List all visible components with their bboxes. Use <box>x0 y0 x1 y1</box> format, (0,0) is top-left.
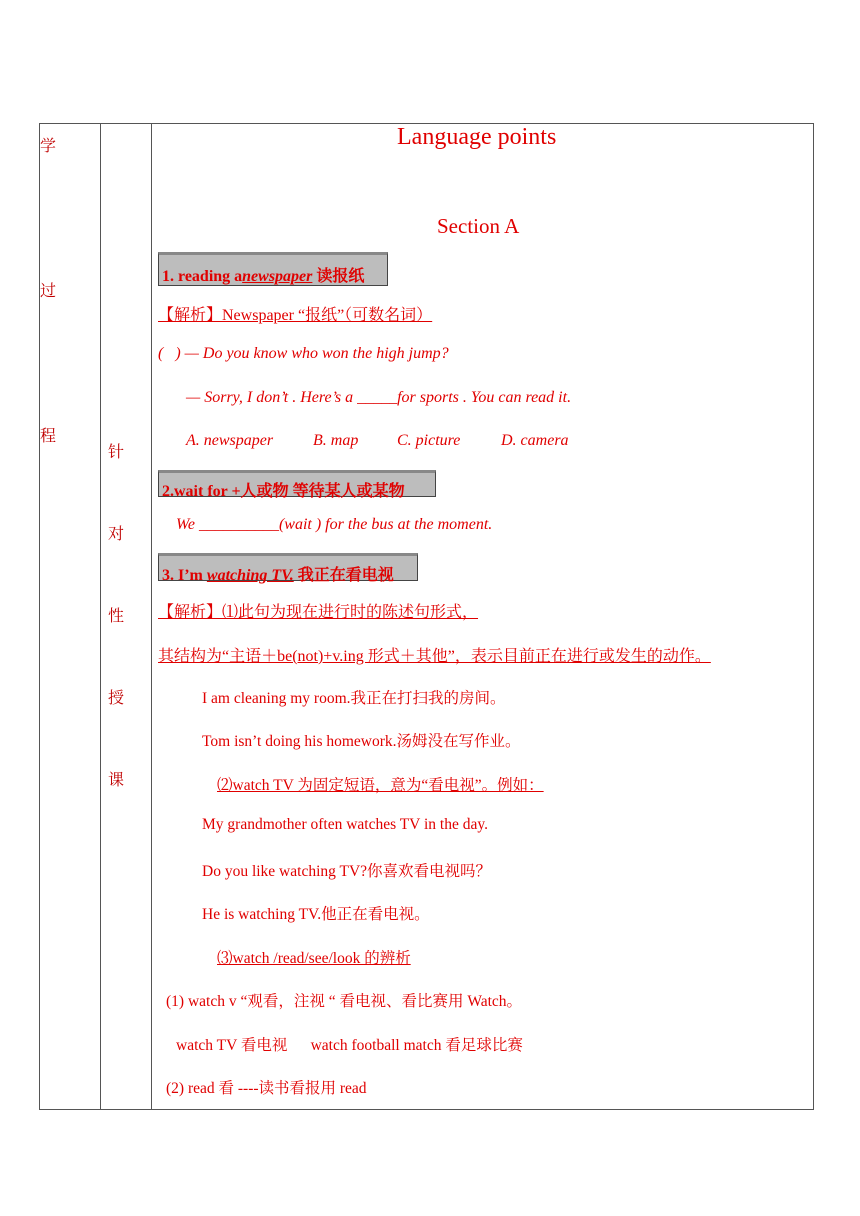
question-1-reply: — Sorry, I don’t . Here’s a _____for sports . You can read it. <box>186 389 572 406</box>
side-char-6: 性 <box>108 606 125 625</box>
definition-1-example: watch TV 看电视 watch football match 看足球比赛 <box>176 1037 523 1054</box>
side-char-7: 授 <box>108 688 125 707</box>
heading-3-suffix: 我正在看电视 <box>293 567 394 584</box>
note-3a: 【解析】⑴此句为现在进行时的陈述句形式， <box>158 604 479 621</box>
definition-1: (1) watch v “观看，注视 “ 看电视、看比赛用 Watch。 <box>166 993 523 1010</box>
example-3: My grandmother often watches TV in the day. <box>202 816 488 833</box>
section-title: Section A <box>437 214 520 238</box>
example-2: Tom isn’t doing his homework.汤姆没在写作业。 <box>202 733 521 750</box>
heading-2: 2.wait for +人或物 等待某人或某物 <box>158 470 436 497</box>
heading-3 <box>158 553 418 584</box>
definition-2: (2) read 看 ----读书看报用 read <box>166 1080 367 1097</box>
note-3b: 其结构为“主语＋be(not)+v.ing 形式＋其他”，表示目前正在进行或发生的动作。 <box>158 648 711 665</box>
example-5: He is watching TV.他正在看电视。 <box>202 906 430 923</box>
heading-3-prefix: 3. I’m <box>162 567 207 584</box>
note-3d: ⑶watch /read/see/look 的辨析 <box>217 950 411 967</box>
question-1: ( ) — Do you know who won the high jump? <box>158 345 449 362</box>
option-b: B. map <box>313 432 359 449</box>
page-title: Language points <box>397 124 557 150</box>
heading-3-word: watching TV. <box>206 567 294 584</box>
side-char-5: 对 <box>108 524 125 543</box>
example-4: Do you like watching TV?你喜欢看电视吗？ <box>202 863 492 880</box>
column-divider <box>100 124 101 1109</box>
side-char-3: 程 <box>40 426 57 445</box>
option-a: A. newspaper <box>186 432 274 449</box>
side-char-4: 针 <box>108 442 125 461</box>
option-c: C. picture <box>397 432 461 449</box>
side-char-2: 过 <box>40 281 57 300</box>
side-char-8: 课 <box>108 770 125 789</box>
heading-1-word: newspaper <box>242 268 313 285</box>
note-3c: ⑵watch TV 为固定短语，意为“看电视”。例如： <box>217 777 544 794</box>
option-d: D. camera <box>501 432 569 449</box>
example-1: I am cleaning my room.我正在打扫我的房间。 <box>202 690 506 707</box>
question-2: We __________(wait ) for the bus at the moment. <box>176 516 493 533</box>
note-1: 【解析】Newspaper “报纸”（可数名词） <box>158 307 433 324</box>
column-divider <box>151 124 152 1109</box>
heading-1 <box>158 252 388 286</box>
heading-1-prefix: 1. reading a <box>162 268 243 285</box>
side-char-1: 学 <box>40 136 57 155</box>
heading-1-suffix: 读报纸 <box>312 268 365 285</box>
